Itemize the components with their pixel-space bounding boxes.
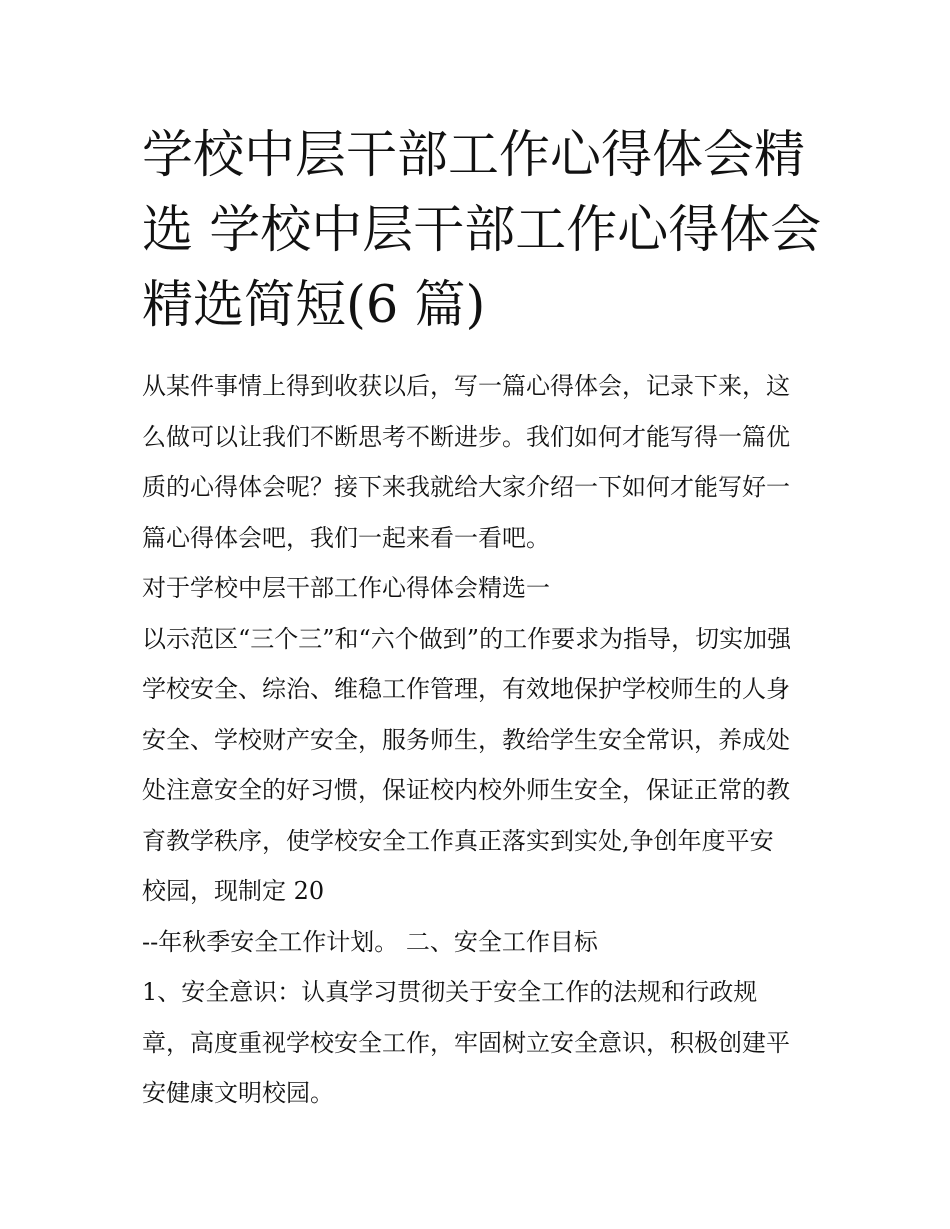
paragraph-line: 以示范区“三个三”和“六个做到”的工作要求为指导，切实加强 (142, 624, 792, 653)
section-heading: 对于学校中层干部工作心得体会精选一 (142, 574, 550, 602)
paragraph-line: 学校安全、综治、维稳工作管理，有效地保护学校师生的人身 (142, 675, 790, 703)
paragraph-line: 章，高度重视学校安全工作，牢固树立安全意识，积极创建平 (142, 1028, 790, 1057)
paragraph-line: 1、安全意识：认真学习贯彻关于安全工作的法规和行政规 (142, 978, 758, 1006)
paragraph-line: 育教学秩序，使学校安全工作真正落实到实处,争创年度平安 (142, 826, 774, 855)
paragraph-line: 校园，现制定 20 (142, 877, 325, 905)
paragraph-line: 安健康文明校园。 (142, 1079, 334, 1107)
title-line: 选 学校中层干部工作心得体会 (142, 201, 822, 260)
paragraph-line: --年秋季安全工作计划。 二、安全工作目标 (142, 927, 598, 956)
paragraph-line: 安全、学校财产安全，服务师生，教给学生安全常识，养成处 (142, 725, 790, 754)
paragraph-line: 篇心得体会吧，我们一起来看一看吧。 (142, 523, 550, 552)
paragraph-line: 从某件事情上得到收获以后，写一篇心得体会，记录下来，这 (142, 372, 790, 400)
document-page (142, 118, 822, 1119)
intro-paragraph (142, 361, 822, 563)
document-title (142, 118, 822, 343)
paragraph-line: 么做可以让我们不断思考不断进步。我们如何才能写得一篇优 (142, 422, 790, 451)
title-line: 学校中层干部工作心得体会精 (142, 126, 806, 185)
body-paragraph (142, 614, 822, 1119)
paragraph-line: 处注意安全的好习惯，保证校内校外师生安全，保证正常的教 (142, 776, 790, 804)
title-line: 精选简短(6 篇) (142, 276, 486, 335)
paragraph-line: 质的心得体会呢？接下来我就给大家介绍一下如何才能写好一 (142, 473, 790, 501)
